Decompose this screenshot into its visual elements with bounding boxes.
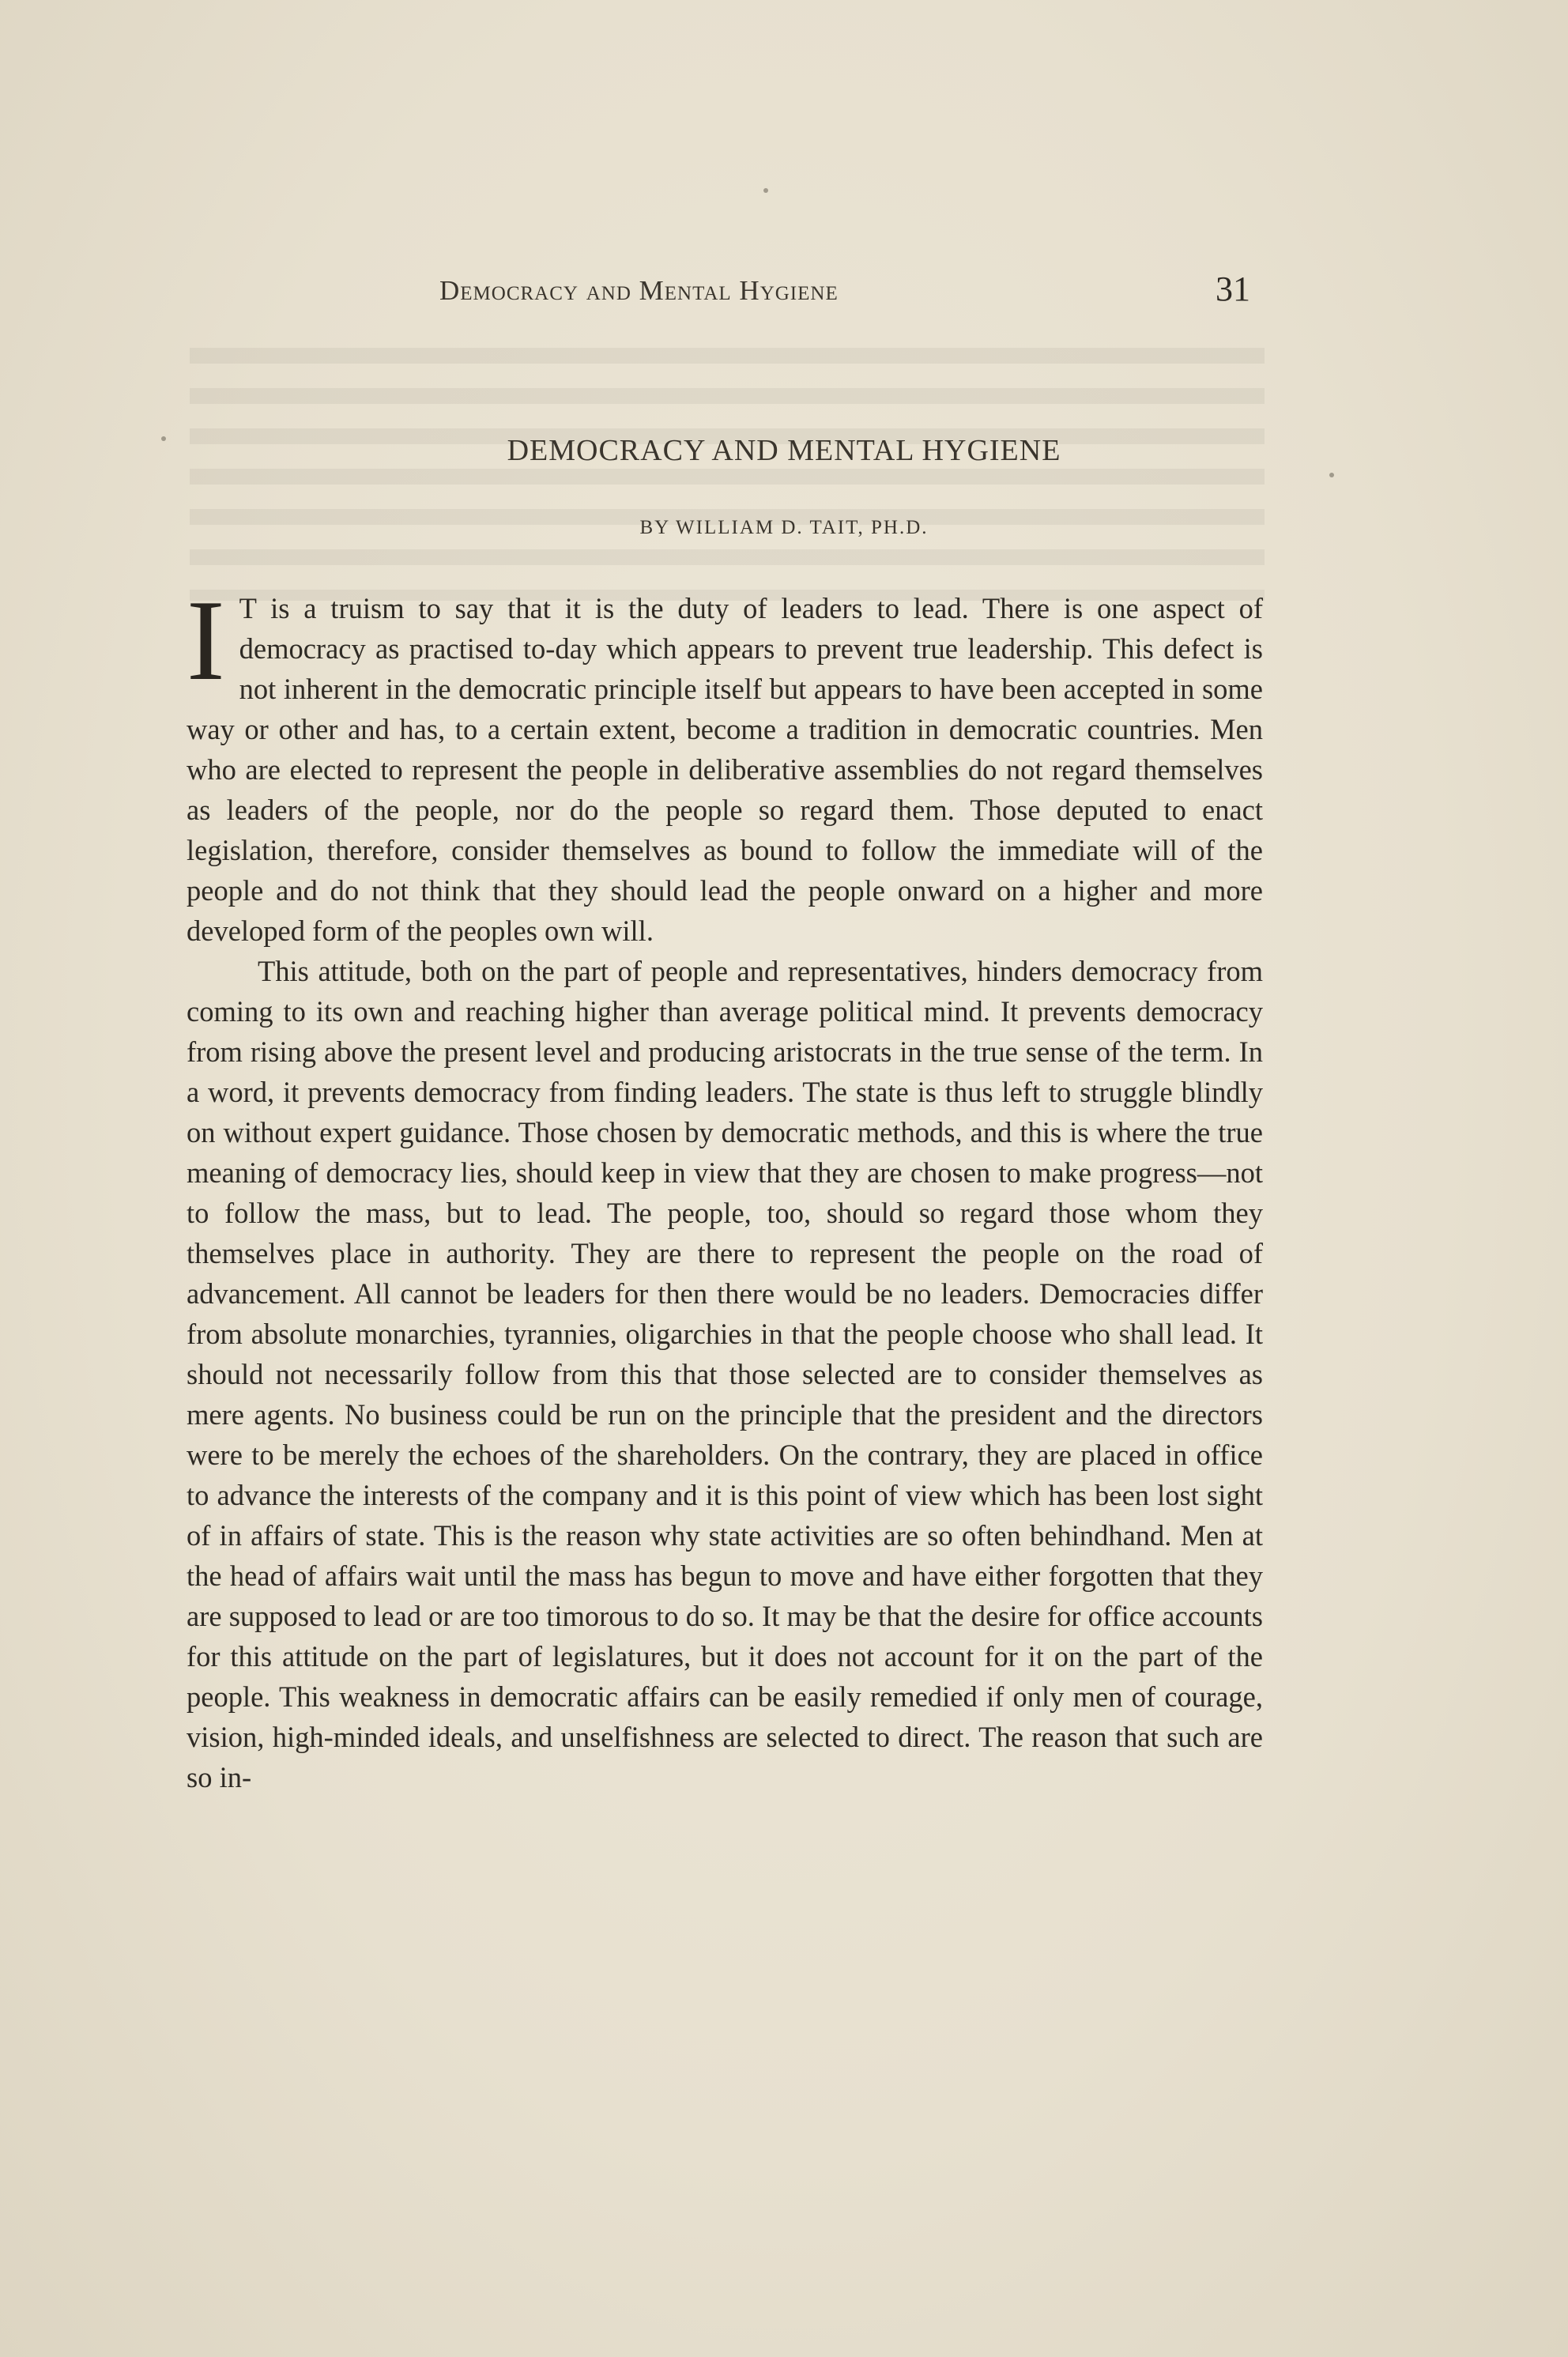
paragraph-1 [187, 576, 1263, 951]
article-body [187, 576, 1263, 1797]
article-title: DEMOCRACY AND MENTAL HYGIENE [507, 434, 1061, 467]
running-head [439, 270, 1261, 315]
paper-speck [1329, 473, 1334, 477]
paragraph-1-text: T is a truism to say that it is the duty of leaders to lead. There is one aspect of democracy as practised to-day which appears to prevent true leadership. This defect is not inherent in the democratic principle itself but appears to have been accepted in some way or other and has, to a certain extent, become a tradition in democratic countries. Men who are elected to represent the people in deliberative assemblies do not regard themselves as leaders of the people, nor do the people so regard them. Those deputed to enact legislation, therefore, consider themselves as bound to follow the immediate will of the people and do not think that they should lead the people onward on a higher and more developed form of the peoples own will. [187, 592, 1263, 947]
paper-speck [763, 188, 768, 193]
drop-cap: I [187, 576, 225, 704]
running-head-title: Democracy and Mental Hygiene [439, 275, 839, 306]
bleed-through-texture [190, 348, 1265, 601]
paragraph-2: This attitude, both on the part of people and representatives, hinders democracy from coming to its own and reaching higher than average political mind. It prevents democracy from rising above the present level and producing aristocrats in the true sense of the term. In a word, it prevents democracy from finding leaders. The state is thus left to struggle blindly on without expert guidance. Those chosen by democratic methods, and this is where the true meaning of democracy lies, should keep in view that they are chosen to make progress—not to follow the mass, but to lead. The people, too, should so regard those whom they themselves place in authority. They are there to represent the people on the road of advancement. All cannot be leaders for then there would be no leaders. Democracies differ from absolute monarchies, tyrannies, oligarchies in that the people choose who shall lead. It should not necessarily follow from this that those selected are to consider themselves as mere agents. No business could be run on the principle that the president and the directors were to be merely the echoes of the shareholders. On the contrary, they are placed in office to advance the interests of the company and it is this point of view which has been lost sight of in affairs of state. This is the reason why state activities are so often behindhand. Men at the head of affairs wait until the mass has begun to move and have either forgotten that they are supposed to lead or are too timorous to do so. It may be that the desire for office accounts for this attitude on the part of legislatures, but it does not account for it on the part of the people. This weakness in democratic affairs can be easily remedied if only men of courage, vision, high-minded ideals, and unselfishness are selected to direct. The reason that such are so in- [187, 955, 1263, 1793]
article-byline: BY WILLIAM D. TAIT, PH.D. [639, 517, 929, 538]
page-number: 31 [1216, 270, 1250, 308]
